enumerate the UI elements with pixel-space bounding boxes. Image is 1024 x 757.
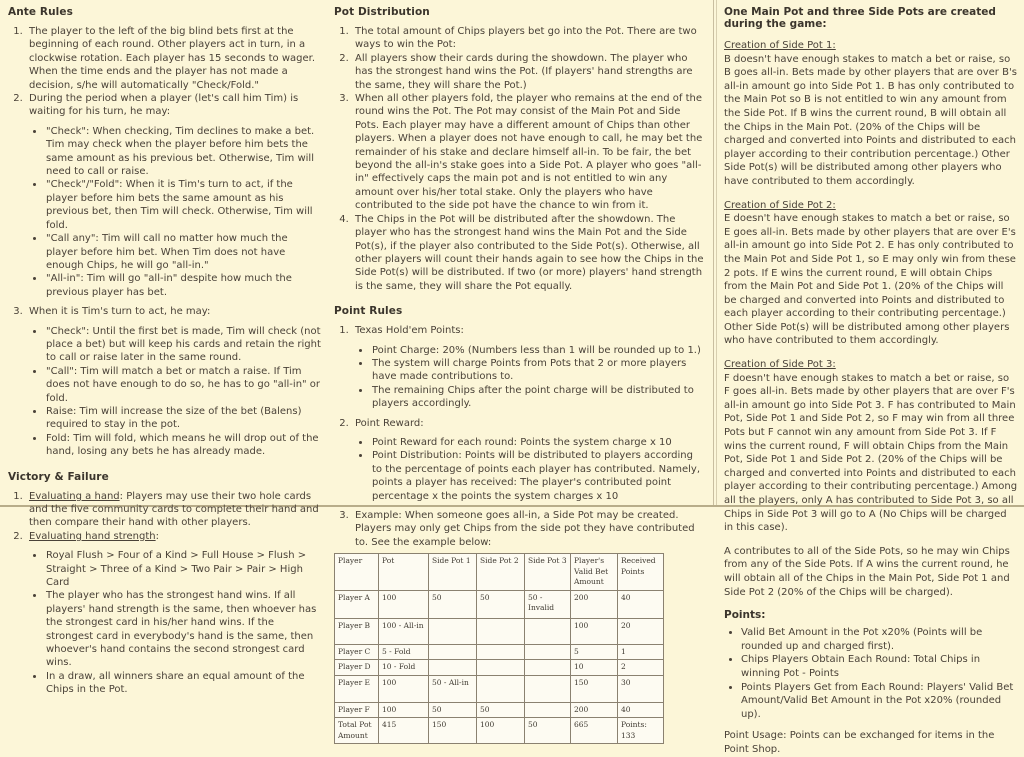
list-item: • "Check": Until the first bet is made, Tim will check (not place a bet) but will keep his cards and retain the right to call or raise later in the same round. (45, 325, 322, 365)
cell-total-label: Total Pot Amount (335, 718, 379, 744)
pot-rule-4: 4. The Chips in the Pot will be distributed after the showdown. The player who has the strongest hand wins the Main Pot and the Side Pot(s), if the player also contributed to the Side Pot(s). Otherwise, all other players will count their hands again to see how the Chips in the Side Pot(s) will be distributed. If two (or more) players' hand strength is the same, they will share the Pot equally. (352, 213, 705, 293)
col-header-received-points: Received Points (618, 554, 664, 591)
cell-side-pot-2: 50 (477, 702, 525, 718)
player-a-closing-paragraph: A contributes to all of the Side Pots, so he may win Chips from any of the Side Pots. If A wins the current round, he will obtain all of the Chips in the Main Pot, Side Pot 1 and Side Pot 2 (20% of the Chips will be charged). (724, 545, 1010, 598)
cell-received-points: 1 (618, 644, 664, 660)
list-item: • "All-in": Tim will go "all-in" despite how much the previous player has bet. (45, 272, 322, 299)
list-item: • Chips Players Obtain Each Round: Total Chips in winning Pot - Points (741, 653, 1018, 680)
cell-received-points: 2 (618, 660, 664, 676)
ante-rules-column (0, 0, 330, 696)
cell-valid-bet: 100 (571, 618, 618, 644)
list-item: • "Call any": Tim will call no matter how much the player before him bet. When Tim does not have enough Chips, he will go "all-in." (45, 232, 322, 272)
col-header-pot: Pot (379, 554, 429, 591)
hand-strength-sublist (29, 549, 322, 696)
cell-side-pot-1: 50 - All-in (429, 675, 477, 702)
list-item: • "Check"/"Fold": When it is Tim's turn to act, if the player before him bets the same amount as his previous bet, then Tim will check. Otherwise, Tim will fold. (45, 178, 322, 232)
cell-side-pot-3 (525, 660, 571, 676)
list-item: • The player who has the strongest hand wins. If all players' hand strength is the same, then whoever has the strongest card in his/her hand wins. If the strongest card in everybody's hand is the same, then whoever's hand contains the second strongest card wins. (45, 589, 322, 669)
table-header-row (335, 554, 664, 591)
ante-rule-2-sublist (29, 125, 322, 299)
cell-pot: 100 (379, 590, 429, 618)
side-pot-1-body: B doesn't have enough stakes to match a bet or raise, so B goes all-in. Bets made by other players that are over B's all-in amount go into Side Pot 1. B has only contributed to the Main Pot so B is not entitled to win any amount from the Side Pot. If B wins the current round, B will obtain all the Chips in the Main Pot. (20% of the Chips will be charged and converted into Points and distributed to each player according to their contribution percentage.) Other Side Pot(s) will be distributed among other players who have contributed to them accordingly. (724, 53, 1017, 187)
victory-failure-heading: Victory & Failure (8, 470, 109, 483)
ante-rule-3-sublist (29, 325, 322, 459)
cell-player: Player A (335, 590, 379, 618)
list-item: • Valid Bet Amount in the Pot x20% (Points will be rounded up and charged first). (741, 626, 1018, 653)
list-item: • "Call": Tim will match a bet or match a raise. If Tim does not have enough to do so, he has to go "all-in" or fold. (45, 365, 322, 405)
col-header-side-pot-3: Side Pot 3 (525, 554, 571, 591)
points-heading-colon: : (761, 609, 766, 622)
point-rule-2 (352, 417, 705, 503)
cell-side-pot-2 (477, 618, 525, 644)
side-pot-3-title: Creation of Side Pot 3: (724, 359, 836, 371)
ante-rule-3 (26, 305, 322, 458)
pot-example-table (334, 553, 664, 744)
cell-side-pot-1 (429, 618, 477, 644)
side-pots-column (713, 0, 1024, 755)
pot-distribution-column (330, 0, 713, 740)
ante-rules-heading: Ante Rules (8, 6, 73, 18)
pot-distribution-list (334, 25, 705, 293)
cell-side-pot-1 (429, 644, 477, 660)
points-heading (724, 609, 1018, 621)
list-item: • Fold: Tim will fold, which means he will drop out of the hand, losing any bets he has already made. (45, 432, 322, 459)
table-row (335, 618, 664, 644)
pot-rule-2: 2. All players show their cards during the showdown. The player who has the strongest hand wins the Pot. (If players' hand strengths are the same, they will share the Pot.) (352, 52, 705, 92)
evaluating-a-hand-label: Evaluating a hand (29, 490, 120, 502)
cell-valid-bet: 5 (571, 644, 618, 660)
table-row (335, 702, 664, 718)
pot-rule-3: 3. When all other players fold, the player who remains at the end of the round wins the Pot. The Pot may consist of the Main Pot and Side Pots. Each player may have a different amount of Chips than other players. When a player does not have enough to call, he may bet the remainder of his stake and declare himself all-in. To be fair, the bet beyond the all-in's stake goes into a Side Pot. A player who goes "all-in" effectively caps the main pot and is not entitled to win any amount over his/her total stake. Only the players who have contributed to the side pot have the chance to win from it. (352, 92, 705, 213)
cell-side-pot-3: 50 - Invalid (525, 590, 571, 618)
cell-pot: 100 (379, 702, 429, 718)
point-rules-heading: Point Rules (334, 305, 403, 318)
cell-pot: 10 - Fold (379, 660, 429, 676)
cell-player: Player D (335, 660, 379, 676)
cell-total-side-pot-3: 50 (525, 718, 571, 744)
ante-rule-2 (26, 92, 322, 299)
evaluating-a-hand-text: : Players may use their two hole cards and the five community cards to complete their hand and then compare their hand with other players. (29, 490, 319, 529)
cell-side-pot-2: 50 (477, 590, 525, 618)
cell-side-pot-2 (477, 660, 525, 676)
ante-rule-1: 1. The player to the left of the big blind bets first at the beginning of each round. Other players act in turn, in a clockwise rotation. Each player has 15 seconds to wager. When the time ends and the player has not made a decision, s/he will automatically "Check/Fold." (26, 25, 322, 92)
cell-valid-bet: 200 (571, 590, 618, 618)
cell-side-pot-2 (477, 644, 525, 660)
cell-side-pot-2 (477, 675, 525, 702)
list-item: • Point Reward for each round: Points the system charge x 10 (371, 436, 705, 449)
cell-side-pot-1: 50 (429, 590, 477, 618)
victory-item-2 (26, 530, 322, 697)
point-rules-list (334, 324, 705, 549)
side-pot-2-block (724, 199, 1018, 349)
cell-total-side-pot-2: 100 (477, 718, 525, 744)
victory-failure-list (8, 490, 322, 697)
point-usage-text: Point Usage: Points can be exchanged for items in the Point Shop. (724, 730, 995, 755)
side-pots-heading: One Main Pot and three Side Pots are created during the game: (724, 6, 996, 30)
pot-rule-1: 1. The total amount of Chips players bet go into the Pot. There are two ways to win the Pot: (352, 25, 705, 52)
cell-valid-bet: 10 (571, 660, 618, 676)
texas-holdem-points-label: Texas Hold'em Points: (355, 325, 464, 337)
cell-total-side-pot-1: 150 (429, 718, 477, 744)
points-heading-label: Points (724, 609, 762, 622)
cell-received-points: 40 (618, 590, 664, 618)
side-pot-3-block (724, 358, 1018, 535)
col-header-player: Player (335, 554, 379, 591)
list-item: • The remaining Chips after the point charge will be distributed to players accordingly. (371, 384, 705, 411)
evaluating-hand-strength-label: Evaluating hand strength (29, 530, 156, 542)
list-item: • Points Players Get from Each Round: Players' Valid Bet Amount/Valid Bet Amount in the Pot x20% (rounded up). (741, 681, 1018, 722)
cell-side-pot-3 (525, 618, 571, 644)
list-item: • Royal Flush > Four of a Kind > Full House > Flush > Straight > Three of a Kind > Two Pair > Pair > High Card (45, 549, 322, 589)
pot-distribution-heading: Pot Distribution (334, 6, 430, 18)
cell-total-points: Points: 133 (618, 718, 664, 744)
cell-player: Player C (335, 644, 379, 660)
point-rule-3: 3. Example: When someone goes all-in, a Side Pot may be created. Players may only get Chips from the side pot they have contributed to. See the example below: (352, 509, 705, 549)
table-row-total (335, 718, 664, 744)
side-pot-3-body: F doesn't have enough stakes to match a bet or raise, so F goes all-in. Bets made by other players that are over F's all-in amount go into Side Pot 3. F has contributed to Main Pot, Side Pot 1 and Side Pot 2, so F may win from all three Pots but F cannot win any amount from Side Pot 3. If F wins the current round, F will obtain Chips from the Main Pot, Side Pot 1 and Side Pot 2. (20% of the Chips will be charged and converted into Points and distributed to each player according to their contributing percentage.) Among all the players, only A has contributed to Side Pot 3, so all Chips in Side Pot 3 will go to A (No Chips will be charged in this case). (724, 372, 1018, 534)
list-item: • The system will charge Points from Pots that 2 or more players have made contributions to. (371, 357, 705, 384)
evaluating-hand-strength-text: : (155, 530, 159, 542)
cell-pot: 100 (379, 675, 429, 702)
table-row (335, 675, 664, 702)
ante-rule-2-text: During the period when a player (let's call him Tim) is waiting for his turn, he may: (29, 93, 299, 118)
cell-received-points: 30 (618, 675, 664, 702)
list-item: • Raise: Tim will increase the size of the bet (Balens) required to stay in the pot. (45, 405, 322, 432)
points-list (724, 626, 1018, 721)
table-row (335, 590, 664, 618)
cell-valid-bet: 150 (571, 675, 618, 702)
list-item: • In a draw, all winners share an equal amount of the Chips in the Pot. (45, 670, 322, 697)
point-rule-1 (352, 324, 705, 410)
cell-side-pot-3 (525, 644, 571, 660)
cell-received-points: 40 (618, 702, 664, 718)
point-reward-sublist (355, 436, 705, 503)
cell-player: Player B (335, 618, 379, 644)
table-row (335, 644, 664, 660)
cell-side-pot-3 (525, 675, 571, 702)
cell-valid-bet: 200 (571, 702, 618, 718)
col-header-side-pot-1: Side Pot 1 (429, 554, 477, 591)
table-row (335, 660, 664, 676)
victory-item-1 (26, 490, 322, 530)
cell-received-points: 20 (618, 618, 664, 644)
list-item: • Point Distribution: Points will be distributed to players according to the percentage of points each player has contributed. Namely, points a player has received: The player's contributed point percentage x the points the system charges x 10 (371, 449, 705, 503)
cell-side-pot-1: 50 (429, 702, 477, 718)
cell-player: Player F (335, 702, 379, 718)
list-item: • "Check": When checking, Tim declines to make a bet. Tim may check when the player before him bets the same amount as his previous bet. Otherwise, Tim will need to call or raise. (45, 125, 322, 179)
ante-rule-3-text: When it is Tim's turn to act, he may: (29, 306, 211, 318)
cell-player: Player E (335, 675, 379, 702)
cell-pot: 100 - All-in (379, 618, 429, 644)
cell-total-valid-bet: 665 (571, 718, 618, 744)
cell-pot: 5 - Fold (379, 644, 429, 660)
texas-holdem-sublist (355, 344, 705, 411)
col-header-side-pot-2: Side Pot 2 (477, 554, 525, 591)
list-item: • Point Charge: 20% (Numbers less than 1 will be rounded up to 1.) (371, 344, 705, 357)
side-pot-1-title: Creation of Side Pot 1: (724, 40, 836, 51)
col-header-valid-bet-amount: Player's Valid Bet Amount (571, 554, 618, 591)
side-pot-2-body: E doesn't have enough stakes to match a bet or raise, so E goes all-in. Bets made by other players that are over E's all-in amount go into Side Pot 2. E has only contributed to the Main Pot and Side Pot 1, so E may only win from these 2 pots. If E wins the current round, E will obtain Chips from the Main Pot and Side Pot 1. (20% of the Chips will be charged and converted into Points and distributed to each player according to their contributing percentage.) Other Side Pot(s) will be distributed among other players who have contributed to them accordingly. (724, 213, 1016, 347)
cell-total-pot: 415 (379, 718, 429, 744)
cell-side-pot-3 (525, 702, 571, 718)
ante-rules-list (8, 25, 322, 459)
point-reward-label: Point Reward: (355, 417, 424, 429)
cell-side-pot-1 (429, 660, 477, 676)
side-pot-1-block (724, 39, 1018, 189)
side-pot-2-title: Creation of Side Pot 2: (724, 199, 836, 211)
